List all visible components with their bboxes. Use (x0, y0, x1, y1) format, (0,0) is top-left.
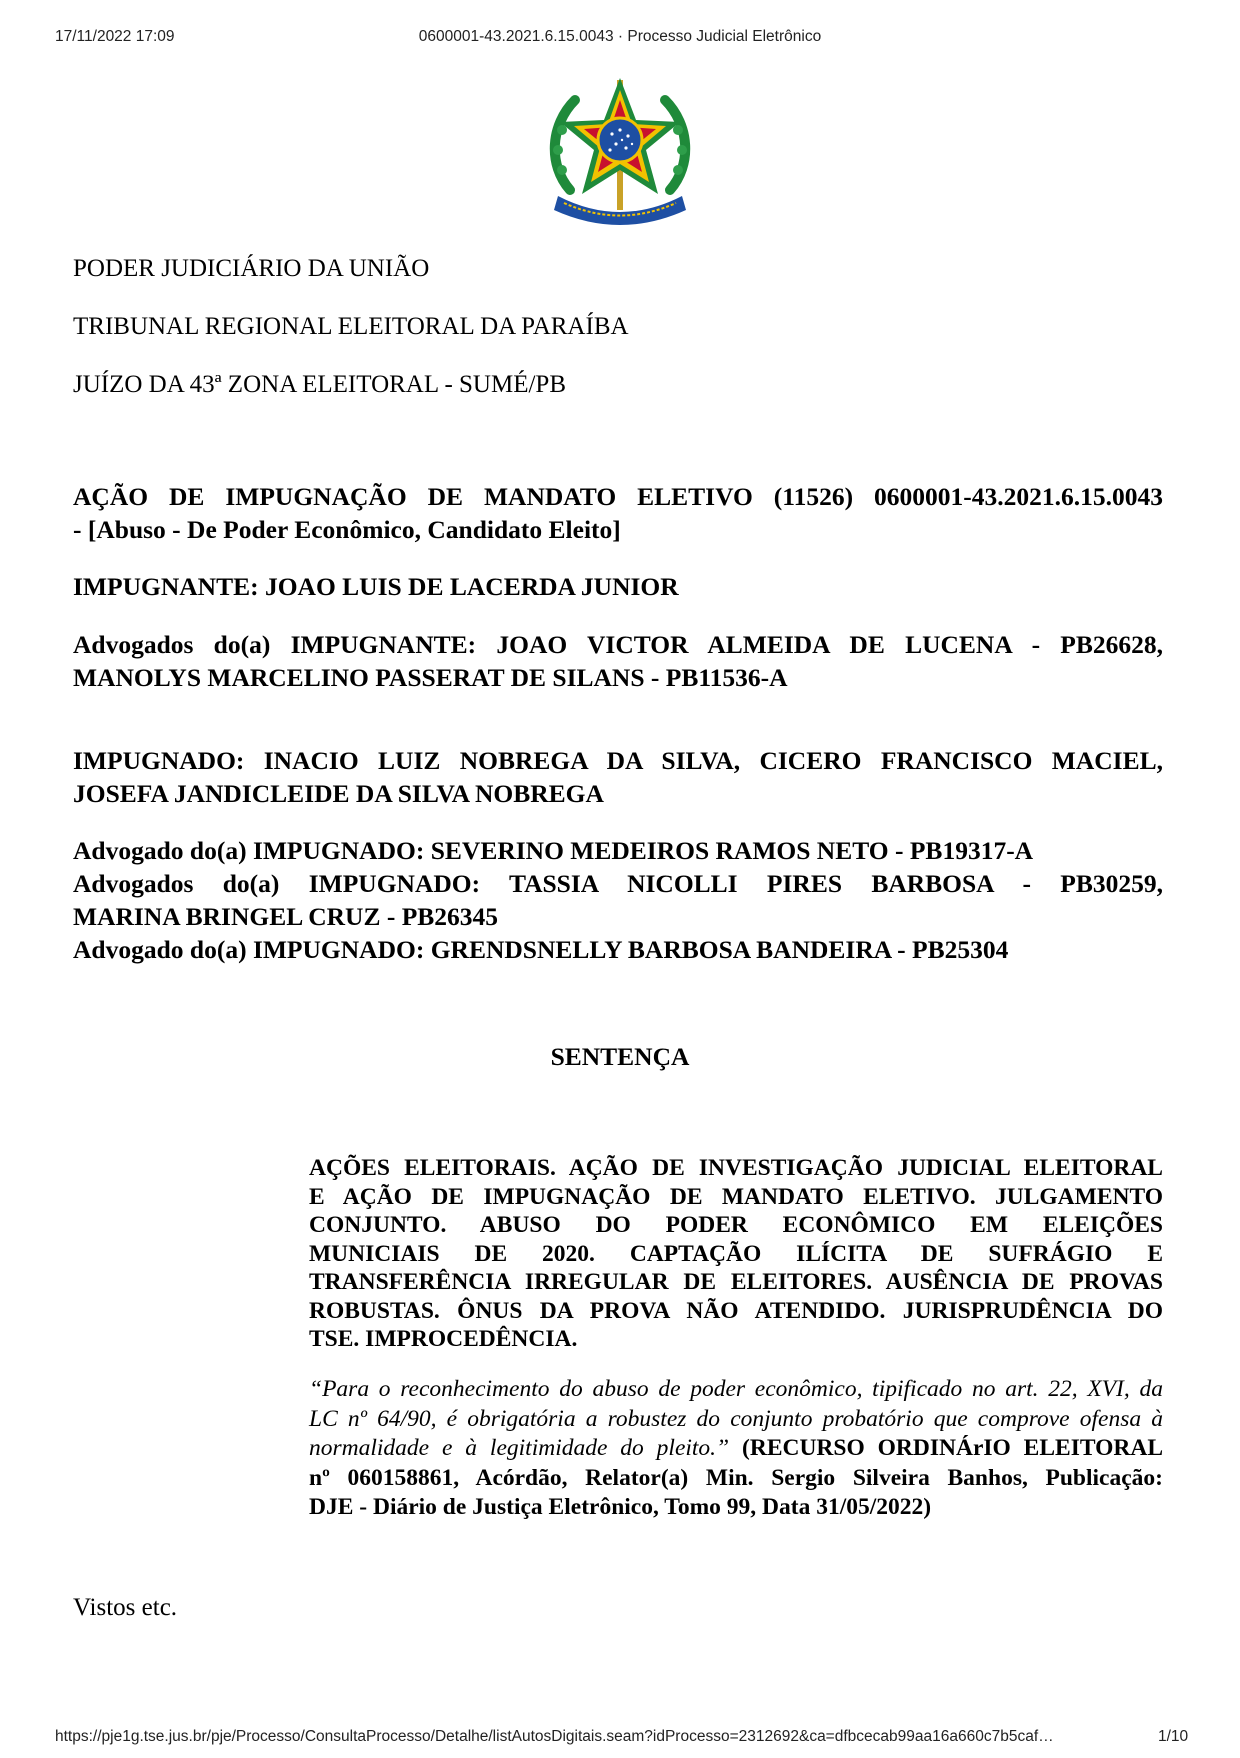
court-line-2: TRIBUNAL REGIONAL ELEITORAL DA PARAÍBA (73, 313, 629, 340)
impugnante (73, 570, 1163, 603)
ementa-line-3: CONJUNTO. ABUSO DO PODER ECONÔMICO EM ELEIÇÕES (309, 1212, 1163, 1238)
adv-impugnado-3: Advogado do(a) IMPUGNADO: GRENDSNELLY BARBOSA BANDEIRA - PB25304 (73, 935, 1009, 964)
print-page-number: 1/10 (1158, 1728, 1189, 1745)
print-title: 0600001-43.2021.6.15.0043 · Processo Judicial Eletrônico (418, 28, 822, 45)
quote-line-1: “Para o reconhecimento do abuso de poder econômico, tipificado no art. 22, XVI, da (309, 1376, 1163, 1402)
ementa-line-4: MUNICIAIS DE 2020. CAPTAÇÃO ILÍCITA DE SUFRÁGIO E (309, 1240, 1163, 1267)
adv-impugnante-line-2: MANOLYS MARCELINO PASSERAT DE SILANS - PB11536-A (73, 663, 788, 692)
adv-impugnante-line-1: Advogados do(a) IMPUGNANTE: JOAO VICTOR ALMEIDA DE LUCENA - PB26628, (73, 630, 1163, 659)
ementa-line-6: ROBUSTAS. ÔNUS DA PROVA NÃO ATENDIDO. JURISPRUDÊNCIA DO (309, 1297, 1163, 1324)
impugnado (73, 744, 1163, 810)
advogados-impugnante (73, 628, 1163, 694)
impugnado-line-1: IMPUGNADO: INACIO LUIZ NOBREGA DA SILVA, CICERO FRANCISCO MACIEL, (73, 746, 1163, 775)
court-line-3: JUÍZO DA 43ª ZONA ELEITORAL - SUMÉ/PB (73, 371, 567, 398)
impugnante-line: IMPUGNANTE: JOAO LUIS DE LACERDA JUNIOR (73, 572, 679, 601)
coat-of-arms-icon (540, 70, 700, 230)
vistos-text: Vistos etc. (73, 1594, 178, 1621)
quote-line-5: DJE - Diário de Justiça Eletrônico, Tomo 99, Data 31/05/2022) (309, 1494, 932, 1520)
quote-line-2: LC nº 64/90, é obrigatória a robustez do conjunto probatório que comprove ofensa à (309, 1405, 1163, 1432)
ementa-line-1: AÇÕES ELEITORAIS. AÇÃO DE INVESTIGAÇÃO JUDICIAL ELEITORAL (309, 1155, 1163, 1181)
ementa-line-2: E AÇÃO DE IMPUGNAÇÃO DE MANDATO ELETIVO. JULGAMENTO (309, 1183, 1163, 1210)
adv-impugnado-2-line-1: Advogados do(a) IMPUGNADO: TASSIA NICOLLI PIRES BARBOSA - PB30259, (73, 869, 1163, 898)
court-line-1: PODER JUDICIÁRIO DA UNIÃO (73, 255, 430, 282)
jurisprudence-quote (309, 1375, 1163, 1523)
print-url-link[interactable]: https://pje1g.tse.jus.br/pje/Processo/ConsultaProcesso/Detalhe/listAutosDigitais.seam?idProcesso=2312692&ca=dfbcecab99aa16a660c7b5caf… (55, 1728, 1054, 1745)
case-action (73, 480, 1163, 546)
quote-line-3-bold: (RECURSO ORDINÁrIO ELEITORAL (729, 1435, 1163, 1461)
ementa-line-7: TSE. IMPROCEDÊNCIA. (309, 1326, 578, 1352)
adv-impugnado-2-line-2: MARINA BRINGEL CRUZ - PB26345 (73, 902, 499, 931)
case-action-line-2: - [Abuso - De Poder Econômico, Candidato Eleito] (73, 515, 621, 544)
adv-impugnado-1: Advogado do(a) IMPUGNADO: SEVERINO MEDEIROS RAMOS NETO - PB19317-A (73, 836, 1034, 865)
ementa (309, 1154, 1163, 1354)
print-datetime: 17/11/2022 17:09 (55, 28, 175, 45)
sentenca-title: SENTENÇA (550, 1042, 690, 1071)
quote-line-3-italic: normalidade e à legitimidade do pleito.” (309, 1435, 730, 1461)
case-action-line-1: AÇÃO DE IMPUGNAÇÃO DE MANDATO ELETIVO (11526) 0600001-43.2021.6.15.0043 (73, 482, 1163, 511)
print-header (0, 28, 1240, 58)
impugnado-line-2: JOSEFA JANDICLEIDE DA SILVA NOBREGA (73, 779, 604, 808)
advogados-impugnado (73, 834, 1163, 966)
quote-line-4: nº 060158861, Acórdão, Relator(a) Min. Sergio Silveira Banhos, Publicação: (309, 1464, 1163, 1491)
ementa-line-5: TRANSFERÊNCIA IRREGULAR DE ELEITORES. AUSÊNCIA DE PROVAS (309, 1269, 1163, 1295)
